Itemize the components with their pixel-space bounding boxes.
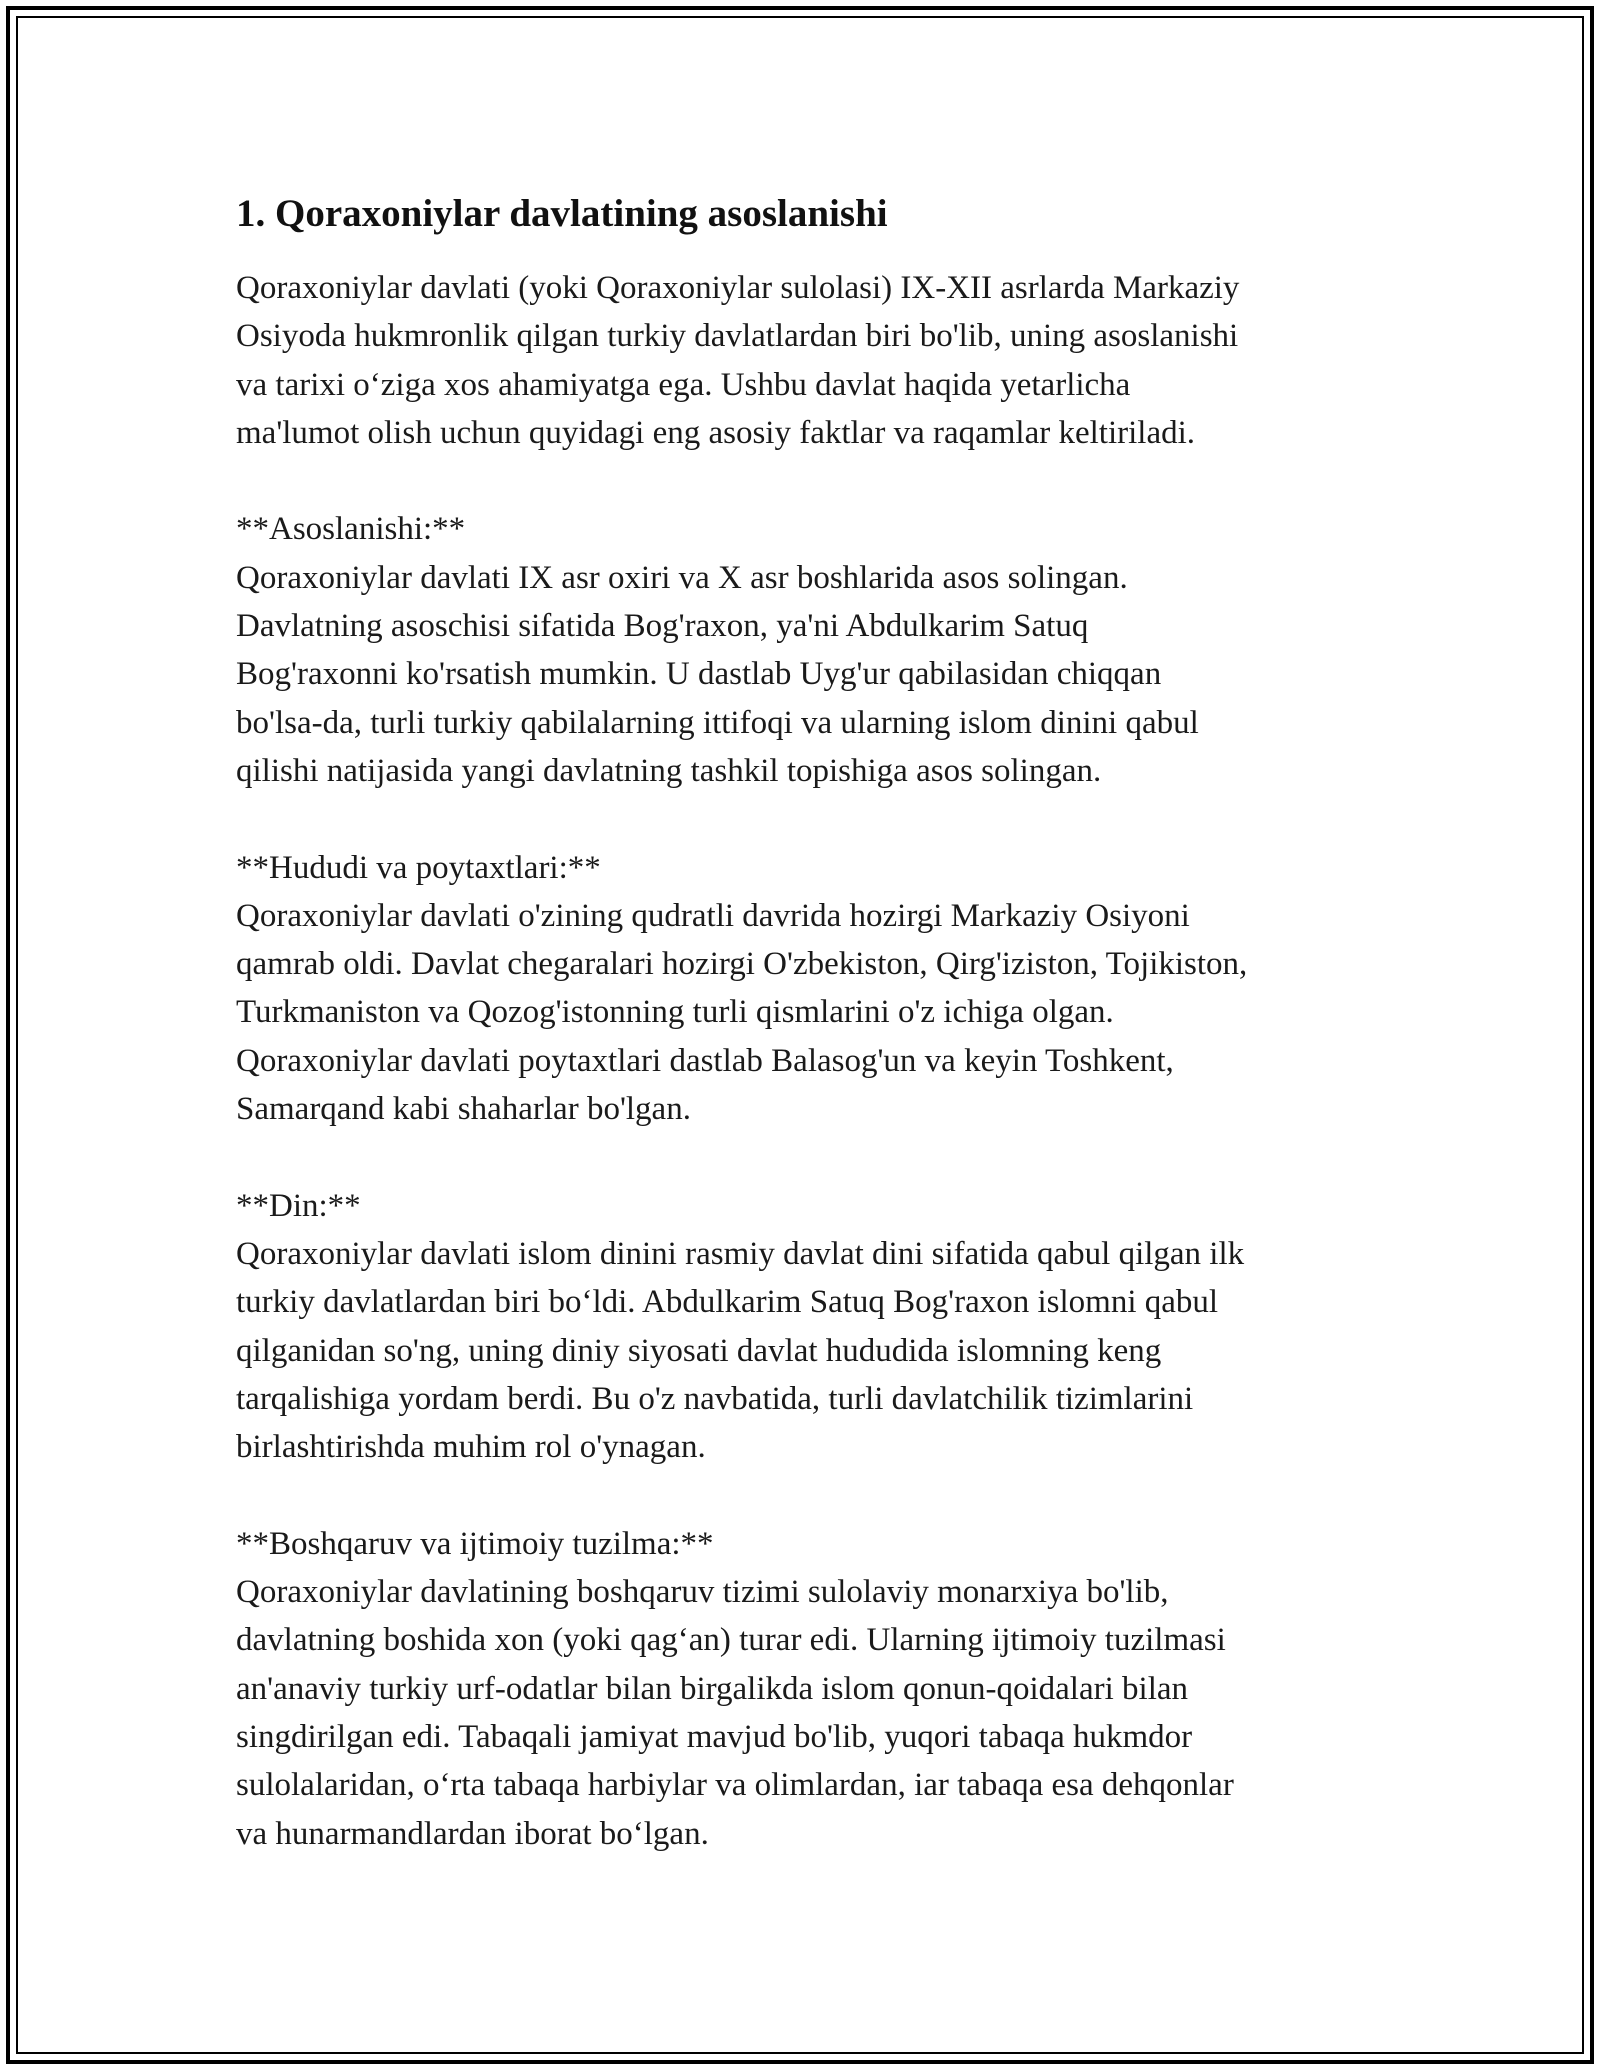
section-line: Qoraxoniylar davlati islom dinini rasmiy davlat dini sifatida qabul qilgan ilk xyxy=(236,1235,1245,1272)
section-line: Bog'raxonni ko'rsatish mumkin. U dastlab Uyg'ur qabilasidan chiqqan xyxy=(236,656,1162,693)
section-line: singdirilgan edi. Tabaqali jamiyat mavjud bo'lib, yuqori tabaqa hukmdor xyxy=(236,1718,1193,1755)
section-line: birlashtirishda muhim rol o'ynagan. xyxy=(236,1429,706,1466)
section-line: an'anaviy turkiy urf-odatlar bilan birgalikda islom qonun-qoidalari bilan xyxy=(236,1670,1189,1707)
intro-line: Qoraxoniylar davlati (yoki Qoraxoniylar sulolasi) IX-XII asrlarda Markaziy xyxy=(236,270,1240,306)
intro-line: ma'lumot olish uchun quyidagi eng asosiy faktlar va raqamlar keltiriladi. xyxy=(236,414,1196,451)
intro-paragraph xyxy=(236,264,1386,457)
section-line: bo'lsa-da, turli turkiy qabilalarning ittifoqi va ularning islom dinini qabul xyxy=(236,704,1199,741)
section-line: qamrab oldi. Davlat chegaralari hozirgi O'zbekiston, Qirg'iziston, Tojikiston, xyxy=(236,946,1248,983)
section-line: qilganidan so'ng, uning diniy siyosati davlat hududida islomning keng xyxy=(236,1332,1162,1369)
section-boshqaruv xyxy=(236,1520,1386,1858)
section-heading: **Hududi va poytaxtlari:** xyxy=(236,849,601,886)
section-line: Samarqand kabi shaharlar bo'lgan. xyxy=(236,1091,691,1128)
section-heading: **Boshqaruv va ijtimoiy tuzilma:** xyxy=(236,1525,714,1562)
section-din xyxy=(236,1182,1386,1472)
section-line: turkiy davlatlardan biri bo‘ldi. Abdulkarim Satuq Bog'raxon islomni qabul xyxy=(236,1284,1219,1321)
section-line: Qoraxoniylar davlati IX asr oxiri va X asr boshlarida asos solingan. xyxy=(236,559,1128,596)
section-line: Davlatning asoschisi sifatida Bog'raxon, ya'ni Abdulkarim Satuq xyxy=(236,608,1089,645)
section-line: Qoraxoniylar davlatining boshqaruv tizimi sulolaviy monarxiya bo'lib, xyxy=(236,1574,1169,1611)
section-line: va hunarmandlardan iborat bo‘lgan. xyxy=(236,1815,709,1852)
document-page xyxy=(236,186,1386,1858)
intro-line: Osiyoda hukmronlik qilgan turkiy davlatlardan biri bo'lib, uning asoslanishi xyxy=(236,318,1239,355)
intro-line: va tarixi o‘ziga xos ahamiyatga ega. Ushbu davlat haqida yetarlicha xyxy=(236,366,1131,403)
section-heading: **Din:** xyxy=(236,1187,361,1224)
section-hududi xyxy=(236,844,1386,1134)
section-line: Turkmaniston va Qozog'istonning turli qismlarini o'z ichiga olgan. xyxy=(236,994,1114,1031)
section-line: tarqalishiga yordam berdi. Bu o'z navbatida, turli davlatchilik tizimlarini xyxy=(236,1380,1194,1417)
section-line: Qoraxoniylar davlati poytaxtlari dastlab Balasog'un va keyin Toshkent, xyxy=(236,1042,1174,1079)
section-line: qilishi natijasida yangi davlatning tashkil topishiga asos solingan. xyxy=(236,752,1102,789)
document-title: 1. Qoraxoniylar davlatining asoslanishi xyxy=(236,192,888,235)
section-line: davlatning boshida xon (yoki qag‘an) turar edi. Ularning ijtimoiy tuzilmasi xyxy=(236,1622,1226,1659)
section-line: sulolalaridan, o‘rta tabaqa harbiylar va olimlardan, iar tabaqa esa dehqonlar xyxy=(236,1767,1234,1804)
section-line: Qoraxoniylar davlati o'zining qudratli davrida hozirgi Markaziy Osiyoni xyxy=(236,897,1190,934)
section-asoslanishi xyxy=(236,505,1386,795)
section-heading: **Asoslanishi:** xyxy=(236,511,466,548)
